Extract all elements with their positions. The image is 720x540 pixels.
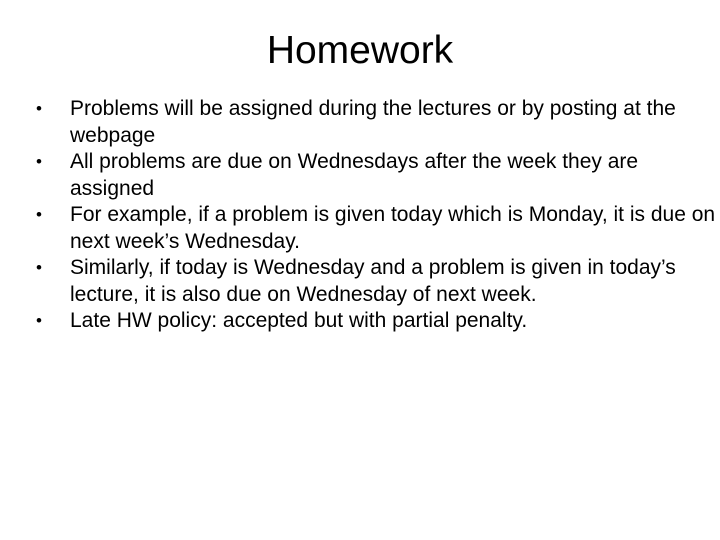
list-item [36,308,716,335]
bullet-text: Problems will be assigned during the lectures or by posting at the webpage [70,97,676,147]
bullet-icon: • [36,152,42,171]
bullet-text: Similarly, if today is Wednesday and a problem is given in today’s lecture, it is also due on Wednesday of next week. [70,256,676,306]
bullet-icon: • [36,205,42,224]
bullet-text: For example, if a problem is given today which is Monday, it is due on next week’s Wednesday. [70,203,716,253]
bullet-icon: • [36,99,42,118]
bullet-icon: • [36,311,42,330]
list-item [36,202,716,255]
list-item [36,96,716,149]
list-item [36,149,716,202]
bullet-text: All problems are due on Wednesdays after the week they are assigned [70,150,639,200]
bullet-icon: • [36,258,42,277]
bullet-list [36,96,716,335]
bullet-text: Late HW policy: accepted but with partial penalty. [70,309,528,332]
list-item [36,255,716,308]
slide-title: Homework [266,29,454,72]
